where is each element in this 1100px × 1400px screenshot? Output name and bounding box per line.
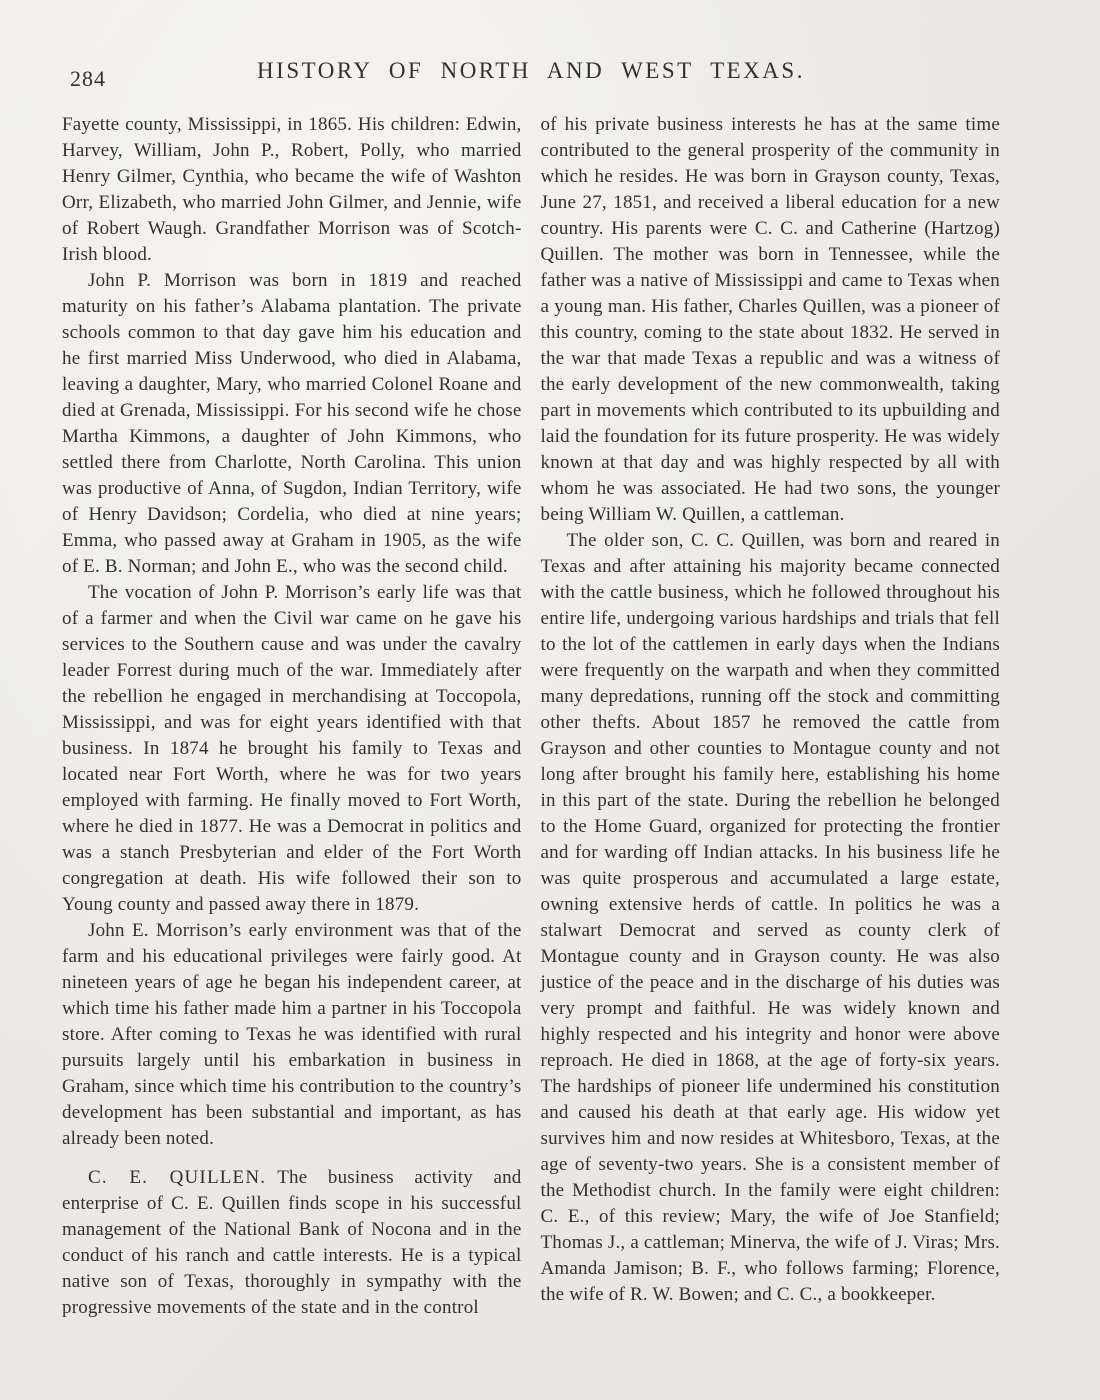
biography-lead-name: C. E. QUILLEN. xyxy=(88,1167,267,1188)
page-header xyxy=(62,58,1000,92)
paragraph-text: The business activity and enterprise of C. E. Quillen finds scope in his successful management of the National Bank of Nocona and in the conduct of his ranch and cattle interests. He is a typical native son of Texas, thoroughly in sympathy with the progressive movements of the state and in the control xyxy=(62,1167,522,1318)
text-columns xyxy=(62,112,1000,1321)
paragraph xyxy=(62,1165,522,1321)
paragraph: of his private business interests he has at the same time contributed to the general prosperity of the community in which he resides. He was born in Grayson county, Texas, June 27, 1851, and received a liberal education for a new country. His parents were C. C. and Catherine (Hartzog) Quillen. The mother was born in Tennessee, while the father was a native of Mississippi and came to Texas when a young man. His father, Charles Quillen, was a pioneer of this country, coming to the state about 1832. He served in the war that made Texas a republic and was a witness of the early development of the new commonwealth, taking part in movements which contributed to its upbuilding and laid the foundation for its future prosperity. He was widely known at that day and was highly respected by all with whom he was associated. He had two sons, the younger being William W. Quillen, a cattleman. xyxy=(540,114,1000,525)
paragraph: Fayette county, Mississippi, in 1865. His children: Edwin, Harvey, William, John P., Robert, Polly, who married Henry Gilmer, Cynthia, who became the wife of Washton Orr, Elizabeth, who married John Gilmer, and Jennie, wife of Robert Waugh. Grandfather Morrison was of Scotch-Irish blood. xyxy=(62,114,522,265)
page-title: HISTORY OF NORTH AND WEST TEXAS. xyxy=(257,58,805,83)
left-column xyxy=(62,112,522,1321)
paragraph: John P. Morrison was born in 1819 and reached maturity on his father’s Alabama plantation. The private schools common to that day gave him his education and he first married Miss Underwood, who died in Alabama, leaving a daughter, Mary, who married Colonel Roane and died at Grenada, Mississippi. For his second wife he chose Martha Kimmons, a daughter of John Kimmons, who settled there from Charlotte, North Carolina. This union was productive of Anna, of Sugdon, Indian Territory, wife of Henry Davidson; Cordelia, who died at nine years; Emma, who passed away at Graham in 1905, as the wife of E. B. Norman; and John E., who was the second child. xyxy=(62,270,522,577)
paragraph: The vocation of John P. Morrison’s early life was that of a farmer and when the Civil war came on he gave his services to the Southern cause and was under the cavalry leader Forrest during much of the war. Immediately after the rebellion he engaged in merchandising at Toccopola, Mississippi, and was for eight years identified with that business. In 1874 he brought his family to Texas and located near Fort Worth, where he was for two years employed with farming. He finally moved to Fort Worth, where he died in 1877. He was a Democrat in politics and was a stanch Presbyterian and elder of the Fort Worth congregation at death. His wife followed their son to Young county and passed away there in 1879. xyxy=(62,582,522,915)
page-number: 284 xyxy=(70,66,106,91)
right-column xyxy=(541,112,1001,1321)
paragraph: The older son, C. C. Quillen, was born and reared in Texas and after attaining his majority became connected with the cattle business, which he followed throughout his entire life, undergoing various hardships and trials that fell to the lot of the cattlemen in early days when the Indians were frequently on the warpath and when they committed many depredations, running off the stock and committing other thefts. About 1857 he removed the cattle from Grayson and other counties to Montague county and not long after brought his family here, establishing his home in this part of the state. During the rebellion he belonged to the Home Guard, organized for protecting the frontier and for warding off Indian attacks. In his business life he was quite prosperous and accumulated a large estate, owning extensive herds of cattle. In politics he was a stalwart Democrat and served as county clerk of Montague county and in Grayson county. He was also justice of the peace and in the discharge of his duties was very prompt and faithful. He was widely known and highly respected and his integrity and honor were above reproach. He died in 1868, at the age of forty-six years. The hardships of pioneer life undermined his constitution and caused his death at that early age. His widow yet survives him and now resides at Whitesboro, Texas, at the age of seventy-two years. She is a consistent member of the Methodist church. In the family were eight children: C. E., of this review; Mary, the wife of Joe Stanfield; Thomas J., a cattleman; Minerva, the wife of J. Viras; Mrs. Amanda Jamison; B. F., who follows farming; Florence, the wife of R. W. Bowen; and C. C., a bookkeeper. xyxy=(540,530,1000,1305)
paragraph: John E. Morrison’s early environment was that of the farm and his educational privileges were fairly good. At nineteen years of age he began his independent career, at which time his father made him a partner in his Toccopola store. After coming to Texas he was identified with rural pursuits largely until his embarkation in business in Graham, since which time his contribution to the country’s development has been substantial and important, as has already been noted. xyxy=(62,920,522,1149)
